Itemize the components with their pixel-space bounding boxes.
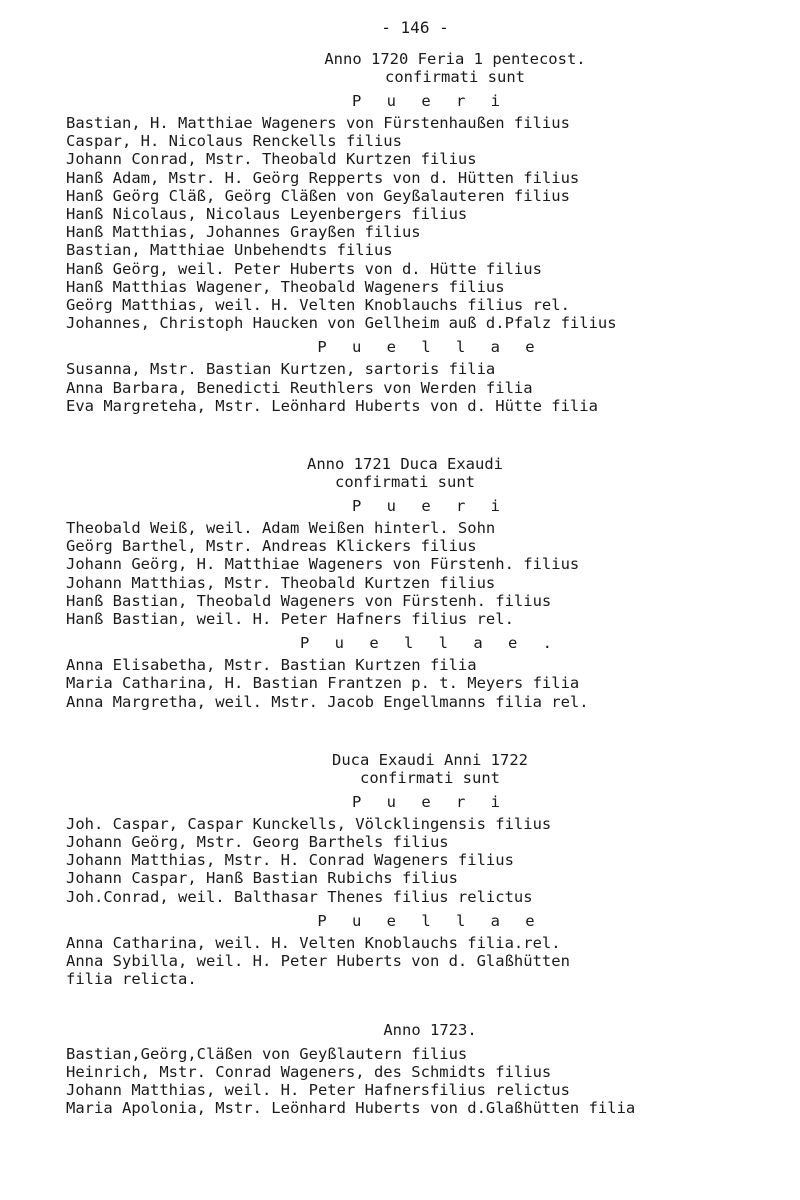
section-1723 [0,1021,800,1118]
section-heading: Anno 1721 Duca Exaudi [307,455,503,474]
entry-list [0,934,800,989]
entry-list [0,360,800,415]
list-item: Johannes, Christoph Haucken von Gellheim auß d.Pfalz filius [66,314,617,333]
group-title-pueri: P u e r i [352,92,508,110]
list-item: Caspar, H. Nicolaus Renckells filius [66,132,402,151]
list-item: Johann Geörg, H. Matthiae Wageners von Fürstenh. filius [66,555,580,574]
list-item: Hanß Adam, Mstr. H. Geörg Repperts von d. Hütten filius [66,168,580,187]
page-number: - 146 - [381,18,449,37]
list-item: Johann Matthias, Mstr. Theobald Kurtzen filius [66,573,496,592]
list-item: Joh.Conrad, weil. Balthasar Thenes filius relictus [66,887,533,906]
group-title-puellae: P u e l l a e . [300,634,560,653]
list-item: Johann Matthias, Mstr. H. Conrad Wageners filius [66,851,514,870]
section-1722 [0,751,800,989]
list-item: Johann Conrad, Mstr. Theobald Kurtzen filius [66,150,477,169]
section-1721 [0,455,800,711]
list-item: Hanß Bastian, Theobald Wageners von Fürstenh. filius [66,591,552,610]
list-item: Geörg Barthel, Mstr. Andreas Klickers filius [66,537,477,556]
entry-list [0,114,800,332]
section-heading: Duca Exaudi Anni 1722 [332,750,528,769]
entry-list [0,1045,800,1118]
list-item: Bastian, H. Matthiae Wageners von Fürstenhaußen filius [66,114,570,132]
list-item: Susanna, Mstr. Bastian Kurtzen, sartoris filia [66,360,496,379]
list-item: Johann Geörg, Mstr. Georg Barthels filius [66,833,449,852]
list-item: Anna Margretha, weil. Mstr. Jacob Engellmanns filia rel. [66,692,589,711]
list-item: Anna Catharina, weil. H. Velten Knoblauchs filia.rel. [66,933,561,952]
list-item: Johann Caspar, Hanß Bastian Rubichs filius [66,869,458,888]
group-title-pueri: P u e r i [352,497,508,516]
list-item: Hanß Bastian, weil. H. Peter Hafners filius rel. [66,610,514,629]
list-item: Maria Apolonia, Mstr. Leönhard Huberts von d.Glaßhütten filia [66,1099,636,1118]
list-item: Eva Margreteha, Mstr. Leönhard Huberts von d. Hütte filia [66,396,598,415]
list-item: Hanß Matthias Wagener, Theobald Wageners filius [66,277,505,296]
section-subheading: confirmati sunt [385,68,525,86]
list-item: Anna Sybilla, weil. H. Peter Huberts von d. Glaßhütten [66,952,570,971]
list-item: Johann Matthias, weil. H. Peter Hafnersfilius relictus [66,1080,570,1099]
group-title-puellae: P u e l l a e [317,338,543,357]
section-heading: Anno 1720 Feria 1 pentecost. [324,50,586,68]
list-item: Hanß Geörg, weil. Peter Huberts von d. Hütte filius [66,259,542,278]
group-title-pueri: P u e r i [352,792,508,811]
entry-list [0,656,800,711]
list-item: Hanß Nicolaus, Nicolaus Leyenbergers filius [66,205,468,224]
list-item: Geörg Matthias, weil. H. Velten Knoblauchs filius rel. [66,296,570,315]
list-item: filia relicta. [66,970,197,989]
section-1720 [0,50,800,415]
list-item: Maria Catharina, H. Bastian Frantzen p. t. Meyers filia [66,674,580,693]
list-item: Hanß Matthias, Johannes Grayßen filius [66,223,421,242]
list-item: Bastian,Geörg,Cläßen von Geyßlautern filius [66,1044,468,1063]
list-item: Bastian, Matthiae Unbehendts filius [66,241,393,260]
list-item: Anna Barbara, Benedicti Reuthlers von Werden filia [66,378,533,397]
group-title-puellae: P u e l l a e [317,911,543,930]
list-item: Hanß Geörg Cläß, Geörg Cläßen von Geyßalauteren filius [66,186,570,205]
entry-list [0,519,800,628]
list-item: Joh. Caspar, Caspar Kunckells, Völcklingensis filius [66,814,552,833]
list-item: Theobald Weiß, weil. Adam Weißen hinterl. Sohn [66,519,496,538]
entry-list [0,815,800,906]
list-item: Anna Elisabetha, Mstr. Bastian Kurtzen filia [66,656,477,675]
section-subheading: confirmati sunt [360,768,500,787]
section-heading: Anno 1723. [383,1020,477,1039]
section-subheading: confirmati sunt [335,473,475,492]
list-item: Heinrich, Mstr. Conrad Wageners, des Schmidts filius [66,1062,552,1081]
